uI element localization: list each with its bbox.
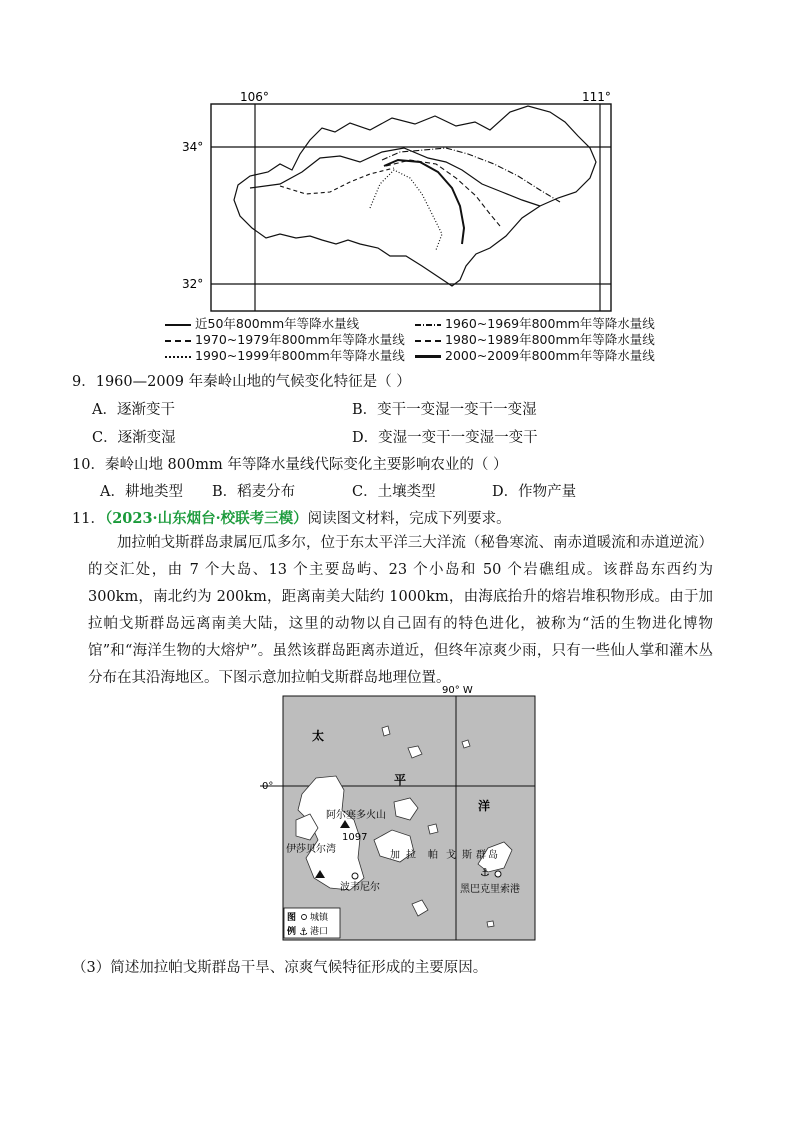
qinling-region-outline — [234, 106, 596, 286]
ocean-char-3: 洋 — [478, 799, 491, 813]
island-santafe — [428, 824, 438, 834]
port-name: 黑巴克里索港 — [460, 884, 520, 895]
lon-label-111: 111° — [582, 90, 611, 104]
lat-label-0: 0° — [262, 781, 274, 792]
q9-option-d[interactable]: D．变湿一变干一变湿一变干 — [352, 430, 538, 446]
town-icon — [352, 873, 358, 879]
lat-label-34: 34° — [182, 140, 204, 154]
legend-label: 1980~1989年800mm年等降水量线 — [445, 332, 655, 347]
legend-label: 1970~1979年800mm年等降水量线 — [195, 332, 405, 347]
legend-swatch-thick — [415, 355, 441, 358]
q11-sub3: （3）简述加拉帕戈斯群岛干旱、凉爽气候特征形成的主要原因。 — [72, 960, 488, 976]
lat-label-32: 32° — [182, 277, 204, 291]
legend-title-char-2: 例 — [287, 927, 297, 937]
line-near50 — [250, 148, 540, 206]
q9-stem: 9．1960—2009 年秦岭山地的气候变化特征是（ ） — [72, 374, 411, 390]
arch-char-5: 斯 — [462, 850, 472, 861]
legend-town-icon — [302, 915, 307, 920]
qinling-precipitation-map — [182, 88, 615, 318]
legend-label: 2000~2009年800mm年等降水量线 — [445, 348, 655, 363]
legend-label: 近50年800mm年等降水量线 — [195, 316, 360, 331]
q9-option-b[interactable]: B．变干一变湿一变干一变湿 — [352, 402, 537, 418]
line-2000s — [384, 160, 464, 244]
q11-intro: 阅读图文材料，完成下列要求。 — [307, 511, 511, 527]
q10-option-b[interactable]: B．稻麦分布 — [212, 484, 296, 500]
q11-number: 11． — [72, 511, 105, 527]
q10-option-a[interactable]: A．耕地类型 — [100, 484, 183, 500]
q10-option-d[interactable]: D．作物产量 — [492, 484, 577, 500]
legend-item — [165, 346, 405, 364]
legend-label: 1990~1999年800mm年等降水量线 — [195, 348, 405, 363]
q10-stem: 10．秦岭山地 800mm 年等降水量线代际变化主要影响农业的（ ） — [72, 457, 508, 473]
legend-swatch-dash — [165, 340, 191, 342]
q11-source: （2023·山东烟台·校联考三模） — [104, 510, 308, 527]
q11-heading — [72, 509, 511, 529]
arch-char-4: 戈 — [446, 850, 456, 861]
legend-swatch-solid — [165, 324, 191, 326]
lon-label-90w: 90° W — [442, 685, 473, 696]
town-name: 波韦尼尔 — [340, 882, 380, 893]
line-1960s — [382, 148, 560, 202]
arch-char-7: 岛 — [488, 850, 498, 861]
arch-char-1: 加 — [390, 850, 400, 861]
ocean-char-2: 平 — [394, 773, 407, 787]
arch-char-3: 帕 — [428, 850, 438, 861]
line-1980s — [280, 168, 394, 194]
island-espanola — [487, 921, 494, 927]
port-anchor-icon: ⚓ — [480, 866, 490, 879]
legend-swatch-dash — [415, 340, 441, 342]
line-1970s — [386, 160, 500, 226]
line-1990s — [370, 170, 442, 250]
map1-frame — [211, 104, 611, 311]
legend-swatch-dot — [165, 356, 191, 358]
legend-title-char-1: 图 — [287, 913, 297, 923]
volcano-name: 阿尔塞多火山 — [326, 810, 386, 821]
bay-name: 伊莎贝尔湾 — [286, 844, 336, 855]
arch-char-6: 群 — [476, 850, 486, 861]
legend-item — [415, 346, 655, 364]
lon-label-106: 106° — [240, 90, 269, 104]
galapagos-map-svg — [262, 685, 540, 942]
legend-anchor-icon: ⚓ — [299, 927, 308, 938]
legend-port-label: 港口 — [310, 927, 329, 937]
qinling-map-svg — [182, 88, 615, 314]
q9-option-c[interactable]: C．逐渐变湿 — [92, 430, 176, 446]
island-genovesa — [462, 740, 470, 748]
q11-material — [88, 530, 713, 692]
ocean-char-1: 太 — [312, 729, 325, 743]
q10-option-c[interactable]: C．土壤类型 — [352, 484, 436, 500]
legend-swatch-dashdot — [415, 324, 441, 326]
port-town-icon — [495, 871, 501, 877]
volcano-elevation: 1097 — [342, 832, 368, 843]
legend-town-label: 城镇 — [310, 913, 329, 923]
legend-label: 1960~1969年800mm年等降水量线 — [445, 316, 655, 331]
q9-option-a[interactable]: A．逐渐变干 — [92, 402, 175, 418]
galapagos-map — [262, 685, 540, 946]
q11-paragraph: 加拉帕戈斯群岛隶属厄瓜多尔，位于东太平洋三大洋流（秘鲁寒流、南赤道暖流和赤道逆流）的交汇处，由 7 个大岛、13 个主要岛屿、23 个小岛和 50 个岩礁组成。该群岛东西约为 300km，南北约为 200km，距离南美大陆约 1000km，由海底抬升的熔岩堆积物形成。由于加拉帕戈斯群岛远离南美大陆，这里的动物以自己固有的特色进化，被称为“活的生物进化博物馆”和“海洋生物的大熔炉”。虽然该群岛距离赤道近，但终年凉爽少雨，只有一些仙人掌和灌木丛分布在其沿海地区。下图示意加拉帕戈斯群岛地理位置。 — [88, 535, 713, 686]
arch-char-2: 拉 — [406, 850, 416, 861]
